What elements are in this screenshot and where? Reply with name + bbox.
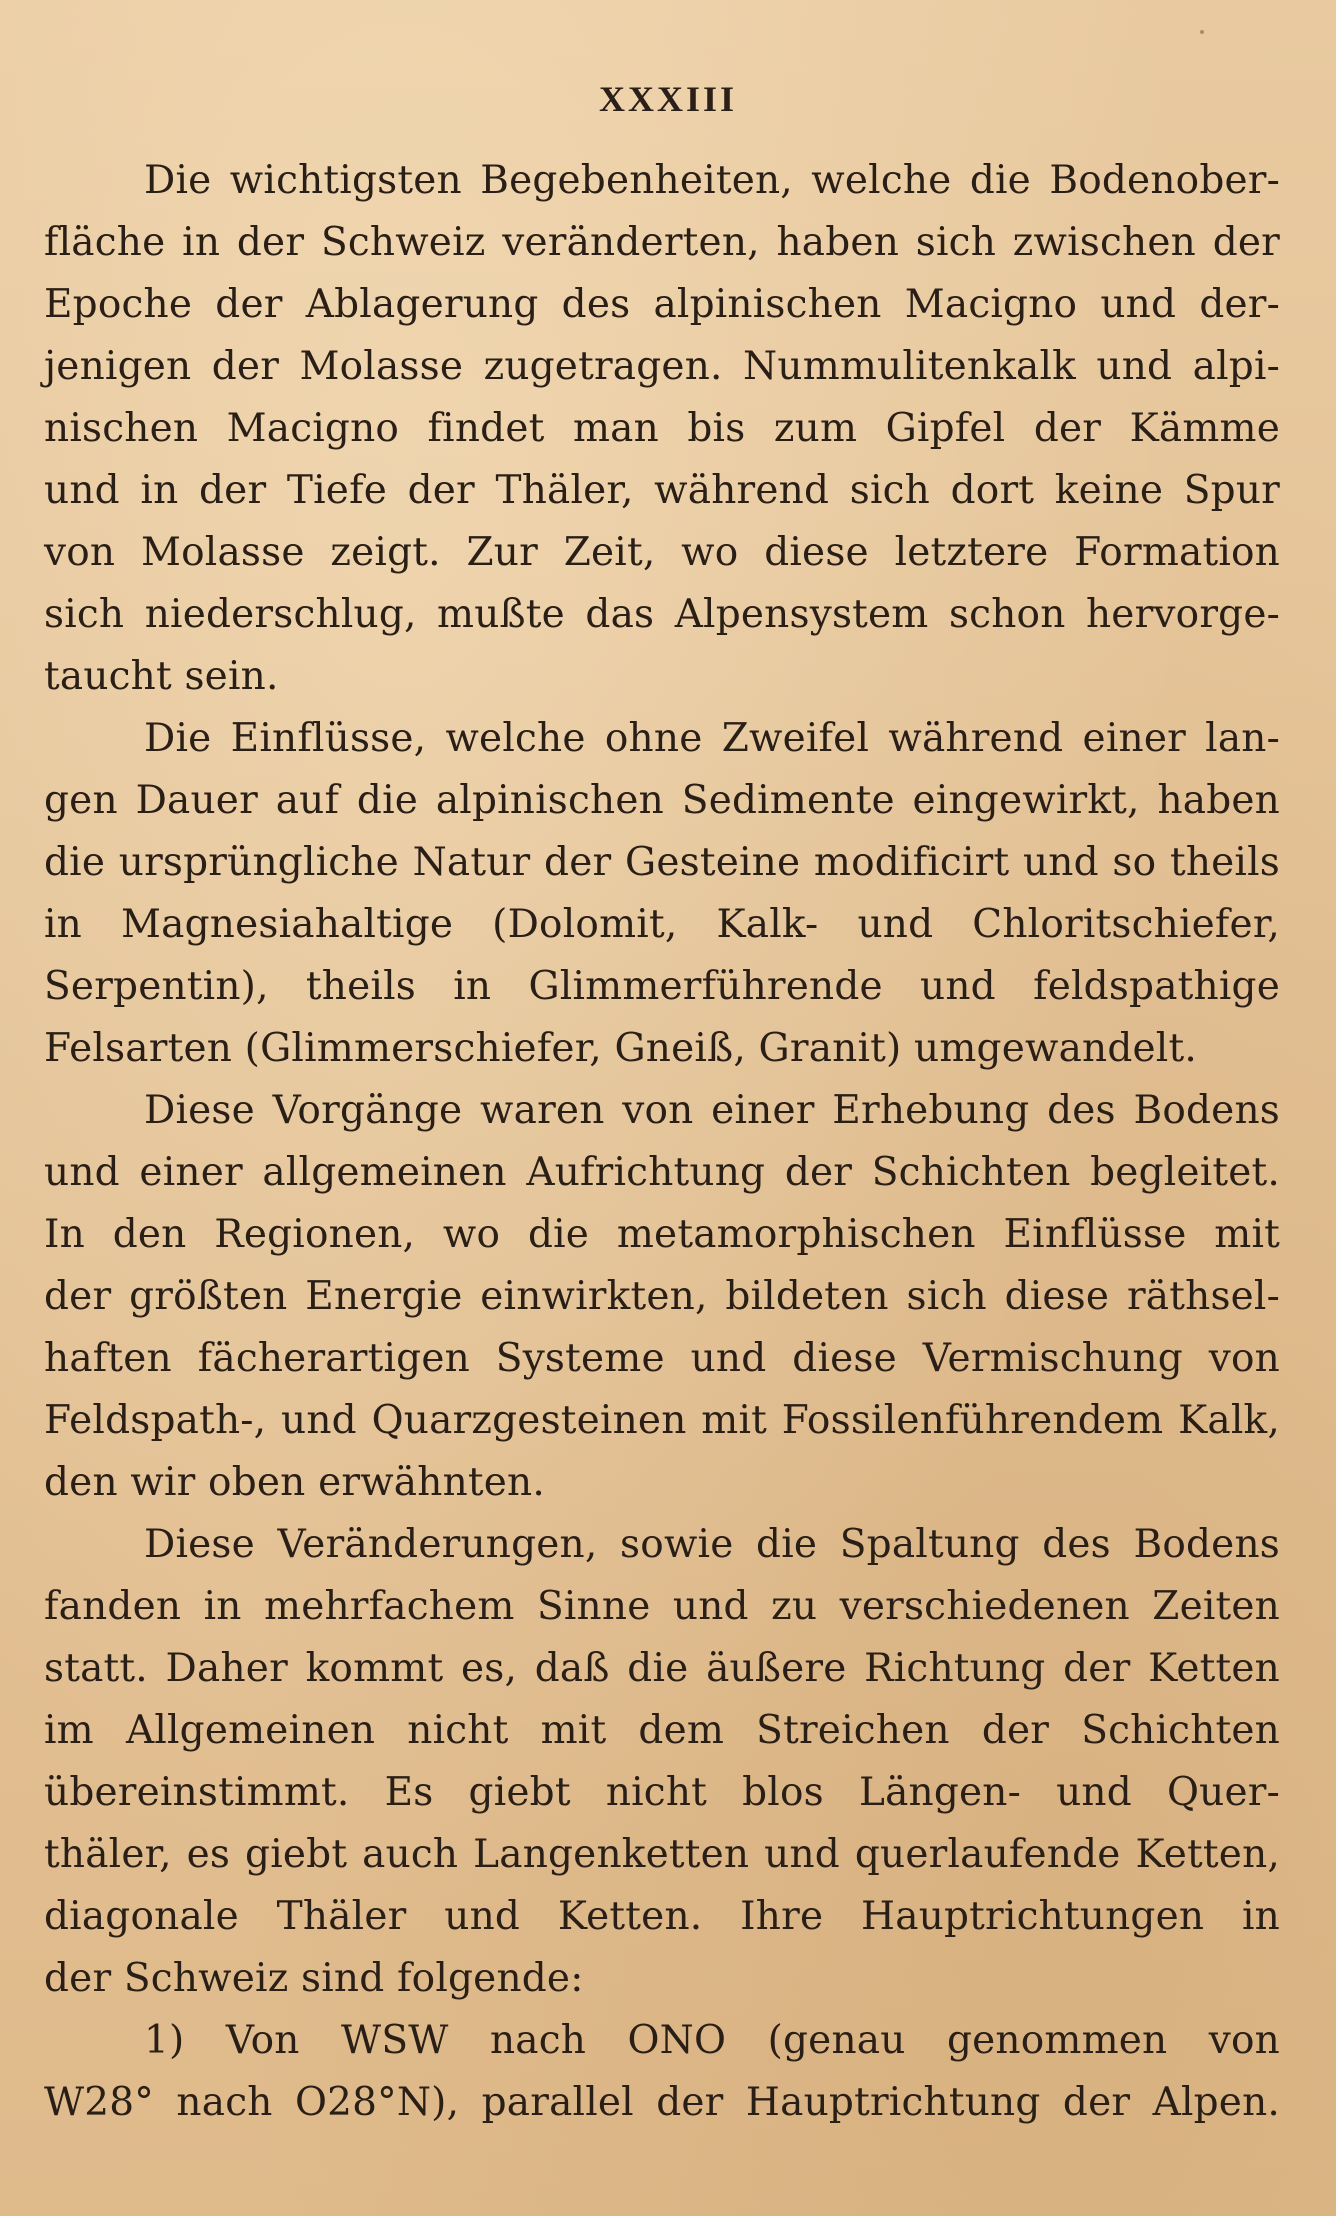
text-line: Felsarten (Glimmerschiefer, Gneiß, Granit) umgewandelt. xyxy=(44,1026,1197,1071)
text-line: Die Einflüsse, welche ohne Zweifel während einer lan- xyxy=(144,716,1280,761)
text-line: Diese Veränderungen, sowie die Spaltung des Bodens xyxy=(144,1522,1280,1567)
text-line: haften fächerartigen Systeme und diese Vermischung von xyxy=(44,1336,1280,1381)
text-line: fläche in der Schweiz veränderten, haben sich zwischen der xyxy=(44,220,1280,265)
text-line: Serpentin), theils in Glimmerführende und feldspathige xyxy=(44,964,1280,1009)
text-line: fanden in mehrfachem Sinne und zu verschiedenen Zeiten xyxy=(44,1584,1280,1629)
text-line: thäler, es giebt auch Langenketten und querlaufende Ketten, xyxy=(44,1832,1280,1877)
text-line: die ursprüngliche Natur der Gesteine modificirt und so theils xyxy=(44,840,1280,885)
text-line: diagonale Thäler und Ketten. Ihre Hauptrichtungen in xyxy=(44,1894,1280,1939)
text-line: übereinstimmt. Es giebt nicht blos Längen- und Quer- xyxy=(44,1770,1280,1815)
text-line: W28° nach O28°N), parallel der Hauptrichtung der Alpen. xyxy=(44,2080,1280,2125)
text-line: und in der Tiefe der Thäler, während sich dort keine Spur xyxy=(44,468,1280,513)
text-line: von Molasse zeigt. Zur Zeit, wo diese letztere Formation xyxy=(44,530,1280,575)
text-line: 1) Von WSW nach ONO (genau genommen von xyxy=(144,2018,1280,2063)
text-line: in Magnesiahaltige (Dolomit, Kalk- und Chloritschiefer, xyxy=(44,902,1280,947)
text-line: nischen Macigno findet man bis zum Gipfel der Kämme xyxy=(44,406,1280,451)
text-line: Die wichtigsten Begebenheiten, welche die Bodenober- xyxy=(144,158,1280,203)
text-line: In den Regionen, wo die metamorphischen Einflüsse mit xyxy=(44,1212,1280,1257)
text-line: Feldspath-, und Quarzgesteinen mit Fossilenführendem Kalk, xyxy=(44,1398,1280,1443)
text-line: statt. Daher kommt es, daß die äußere Richtung der Ketten xyxy=(44,1646,1280,1691)
body-text xyxy=(44,150,1280,2134)
text-line: der größten Energie einwirkten, bildeten sich diese räthsel- xyxy=(44,1274,1280,1319)
text-line: der Schweiz sind folgende: xyxy=(44,1956,584,2001)
text-line: jenigen der Molasse zugetragen. Nummulitenkalk und alpi- xyxy=(44,344,1280,389)
text-line: im Allgemeinen nicht mit dem Streichen der Schichten xyxy=(44,1708,1280,1753)
text-line: sich niederschlug, mußte das Alpensystem schon hervorge- xyxy=(44,592,1280,637)
text-line: und einer allgemeinen Aufrichtung der Schichten begleitet. xyxy=(44,1150,1280,1195)
text-line: den wir oben erwähnten. xyxy=(44,1460,545,1505)
text-line: gen Dauer auf die alpinischen Sedimente eingewirkt, haben xyxy=(44,778,1280,823)
page-number: XXXIII xyxy=(598,79,738,119)
text-line: Diese Vorgänge waren von einer Erhebung des Bodens xyxy=(144,1088,1280,1133)
text-line: Epoche der Ablagerung des alpinischen Macigno und der- xyxy=(44,282,1280,327)
paper-speck xyxy=(1200,30,1204,34)
text-line: taucht sein. xyxy=(44,654,279,699)
